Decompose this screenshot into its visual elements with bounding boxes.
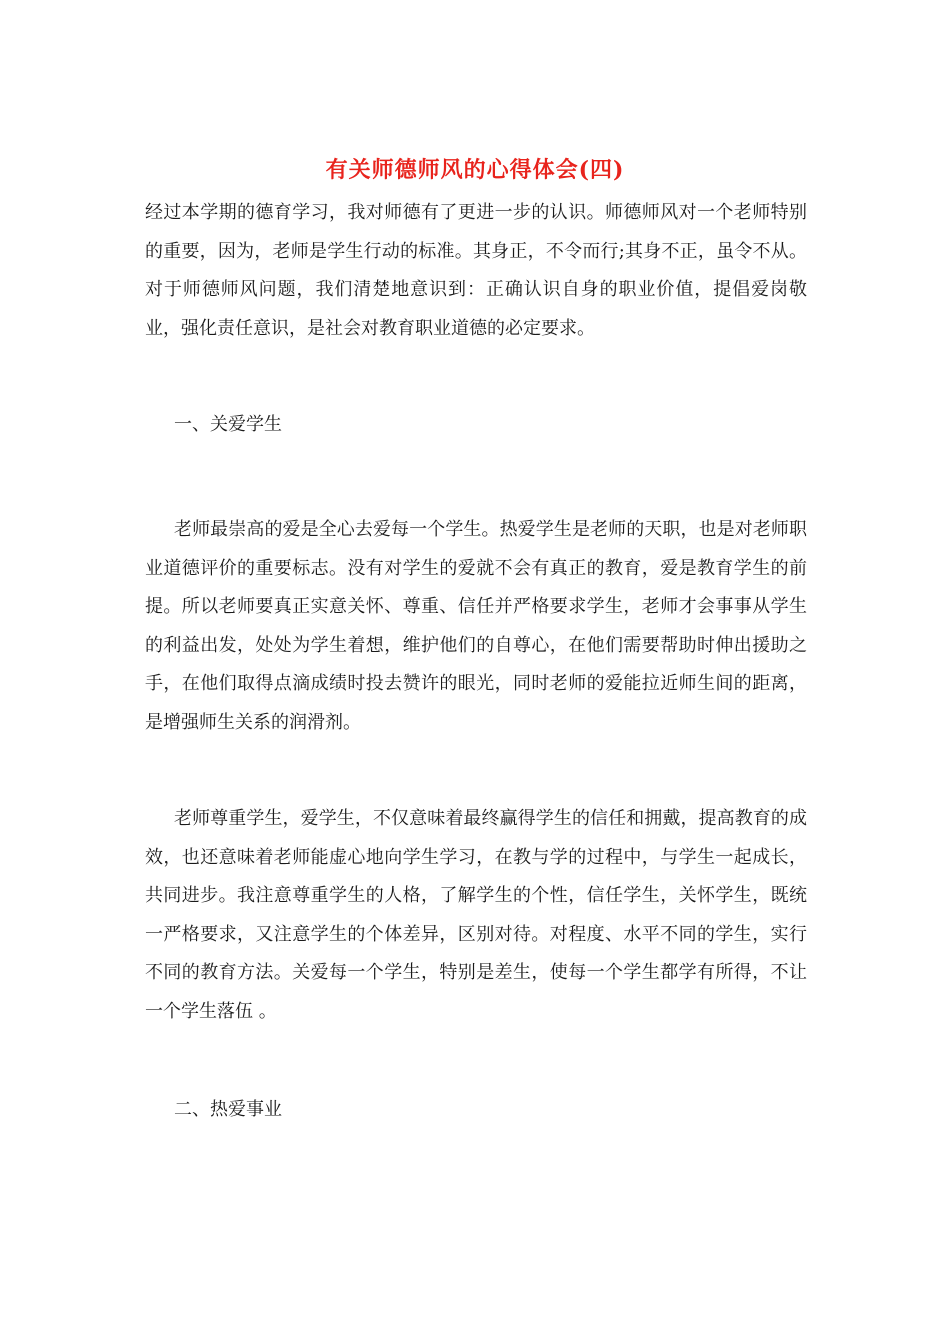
section-1-paragraph-1: 老师最崇高的爱是全心去爱每一个学生。热爱学生是老师的天职，也是对老师职业道德评价的重要标志。没有对学生的爱就不会有真正的教育，爱是教育学生的前提。所以老师要真正实意关怀、尊重、信任并严格要求学生，老师才会事事从学生的利益出发，处处为学生着想，维护他们的自尊心，在他们需要帮助时伸出援助之手，在他们取得点滴成绩时投去赞许的眼光，同时老师的爱能拉近师生间的距离，是增强师生关系的润滑剂。 (145, 519, 807, 733)
page-title: 有关师德师风的心得体会(四) (325, 157, 625, 183)
intro-paragraph: 经过本学期的德育学习，我对师德有了更进一步的认识。师德师风对一个老师特别的重要，因为，老师是学生行动的标准。其身正，不令而行;其身不正，虽令不从。对于师德师风问题，我们清楚地意识到：正确认识自身的职业价值，提倡爱岗敬业，强化责任意识，是社会对教育职业道德的必定要求。 (145, 202, 807, 339)
section-heading-love-career: 二、热爱事业 (174, 1099, 282, 1120)
section-heading-care-students: 一、关爱学生 (174, 414, 282, 435)
section-1-paragraph-2: 老师尊重学生，爱学生，不仅意味着最终赢得学生的信任和拥戴，提高教育的成效，也还意味着老师能虚心地向学生学习，在教与学的过程中，与学生一起成长，共同进步。我注意尊重学生的人格，了解学生的个性，信任学生，关怀学生，既统一严格要求，又注意学生的个体差异，区别对待。对程度、水平不同的学生，实行不同的教育方法。关爱每一个学生，特别是差生，使每一个学生都学有所得，不让一个学生落伍 。 (145, 808, 807, 1022)
